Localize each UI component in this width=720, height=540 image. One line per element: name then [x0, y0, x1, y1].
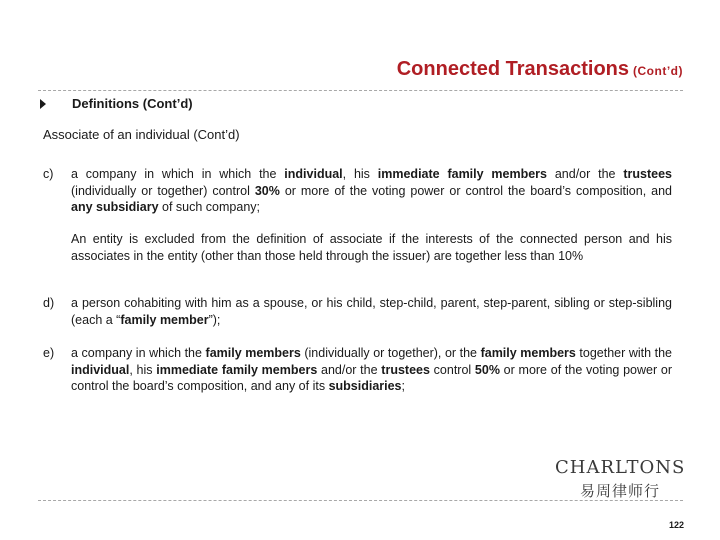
charltons-logo [555, 457, 685, 501]
text-run: or more of the voting power or control the board’s composition, and any of its [71, 362, 672, 393]
text-run: , his [129, 362, 157, 377]
item-text [71, 166, 672, 216]
bold-run: individual [284, 167, 343, 181]
text-run: (individually or together) control [71, 183, 255, 198]
text-run: ; [401, 379, 405, 393]
exclusion-note: An entity is excluded from the definition of associate if the interests of the connected person and his associates in the entity (other than those held through the issuer) are together less than 10% [71, 232, 672, 263]
bold-run: immediate family members [377, 167, 547, 181]
item-label: e) [43, 346, 55, 360]
bold-run: immediate family members [156, 362, 318, 377]
text-run: control [429, 362, 475, 377]
title-suffix: (Cont’d) [633, 64, 683, 78]
item-d [43, 295, 672, 328]
title-text: Connected Transactions [396, 58, 630, 80]
text-run: a company in which in which the [71, 167, 285, 181]
item-text [71, 295, 672, 328]
text-run: or more of the voting power or control the board’s composition, and [279, 183, 672, 198]
text-run: together with the [575, 346, 673, 360]
page-number: 122 [668, 520, 684, 530]
bold-run: any subsidiary [71, 200, 159, 214]
logo-name-en: CHARLTONS [555, 457, 686, 478]
bold-run: family members [480, 346, 576, 360]
text-run: a person cohabiting with him as a spouse, or his child, step-child, parent, step-parent, sibling or step-sibling (each a “ [71, 296, 672, 327]
bottom-divider [38, 500, 683, 501]
text-run: and/or the [547, 167, 624, 181]
item-c [43, 166, 672, 216]
text-run: a company in which the [71, 346, 206, 360]
bold-run: 50% [474, 362, 500, 377]
item-label: c) [43, 167, 54, 181]
text-run: , his [342, 167, 378, 181]
triangle-bullet-icon [40, 99, 46, 109]
text-run: and/or the [317, 362, 382, 377]
item-e [43, 345, 672, 395]
top-divider [38, 90, 683, 91]
slide-title [397, 58, 683, 81]
item-label: d) [43, 296, 55, 310]
bold-run: individual [71, 362, 130, 377]
text-run: ”); [208, 312, 221, 327]
bold-run: 30% [254, 183, 280, 198]
bold-run: family member [120, 312, 209, 327]
item-text [71, 345, 672, 395]
subtitle: Definitions (Cont’d) [72, 96, 193, 111]
bold-run: family members [205, 346, 301, 360]
section-heading: Associate of an individual (Cont’d) [43, 127, 240, 142]
text-run: of such company; [158, 200, 260, 214]
logo-name-zh: 易周律师行 [579, 483, 660, 500]
bold-run: trustees [381, 362, 430, 377]
bold-run: subsidiaries [328, 379, 402, 393]
bold-run: trustees [623, 167, 672, 181]
text-run: (individually or together), or the [300, 346, 481, 360]
